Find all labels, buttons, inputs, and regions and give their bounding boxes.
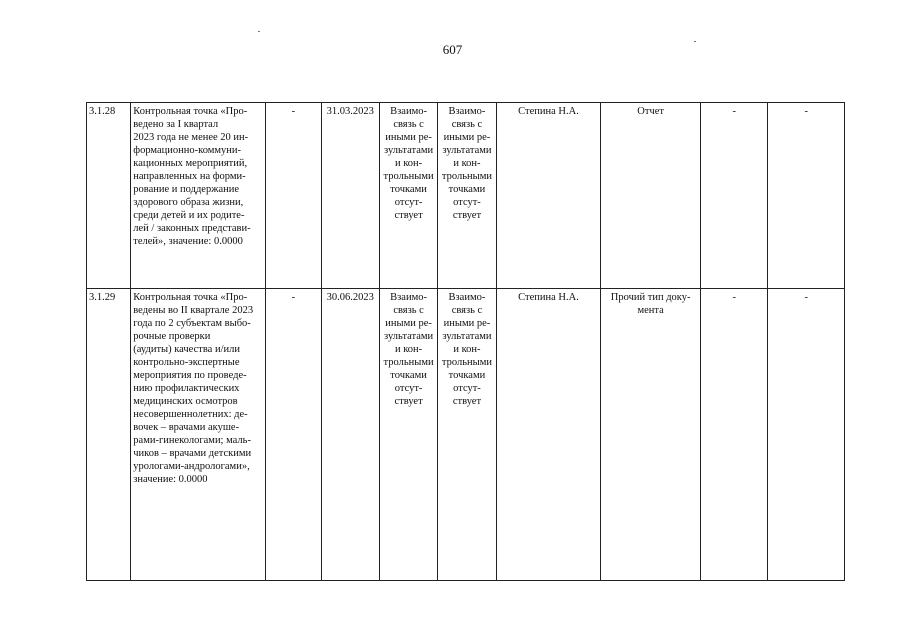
relation-cell: Взаимо- связь с иными ре- зультатами и кон- трольными точками отсут- ствует [379,289,437,581]
start-date: - [266,103,321,289]
relation-cell: Взаимо- связь с иными ре- зультатами и кон- трольными точками отсут- ствует [438,289,496,581]
scan-speck [258,31,260,32]
table-row [87,103,845,289]
responsible-person: Степина Н.А. [496,289,601,581]
start-date: - [266,289,321,581]
control-points-table [86,102,845,581]
document-type: Отчет [601,103,701,289]
table-row [87,289,845,581]
relation-cell: Взаимо- связь с иными ре- зультатами и кон- трольными точками отсут- ствует [438,103,496,289]
scan-speck [694,41,696,42]
responsible-person: Степина Н.А. [496,103,601,289]
control-point-description: Контрольная точка «Про- ведено за I квартал 2023 года не менее 20 ин- формационно-коммуни- кационных мероприятий, направленных на форми- рование и поддержание здорового образа жизни, среди детей и их родите- лей / законных представи- телей», значение: 0.0000 [131,103,266,289]
row-number: 3.1.29 [87,289,131,581]
document-type: Прочий тип доку- мента [601,289,701,581]
table-cell: - [700,289,767,581]
page-number: 607 [442,42,463,57]
table-cell: - [768,289,845,581]
end-date: 31.03.2023 [321,103,379,289]
row-number: 3.1.28 [87,103,131,289]
table-cell: - [768,103,845,289]
relation-cell: Взаимо- связь с иными ре- зультатами и кон- трольными точками отсут- ствует [379,103,437,289]
table-cell: - [700,103,767,289]
control-point-description: Контрольная точка «Про- ведены во II квартале 2023 года по 2 субъектам выбо- рочные проверки (аудиты) качества и/или контрольно-экспертные мероприятия по проведе- нию профилактических медицинских осмотров несовершеннолетних: де- вочек – врачами акуше- рами-гинекологами; маль- чиков – врачами детскими урологами-андрологами», значение: 0.0000 [131,289,266,581]
end-date: 30.06.2023 [321,289,379,581]
